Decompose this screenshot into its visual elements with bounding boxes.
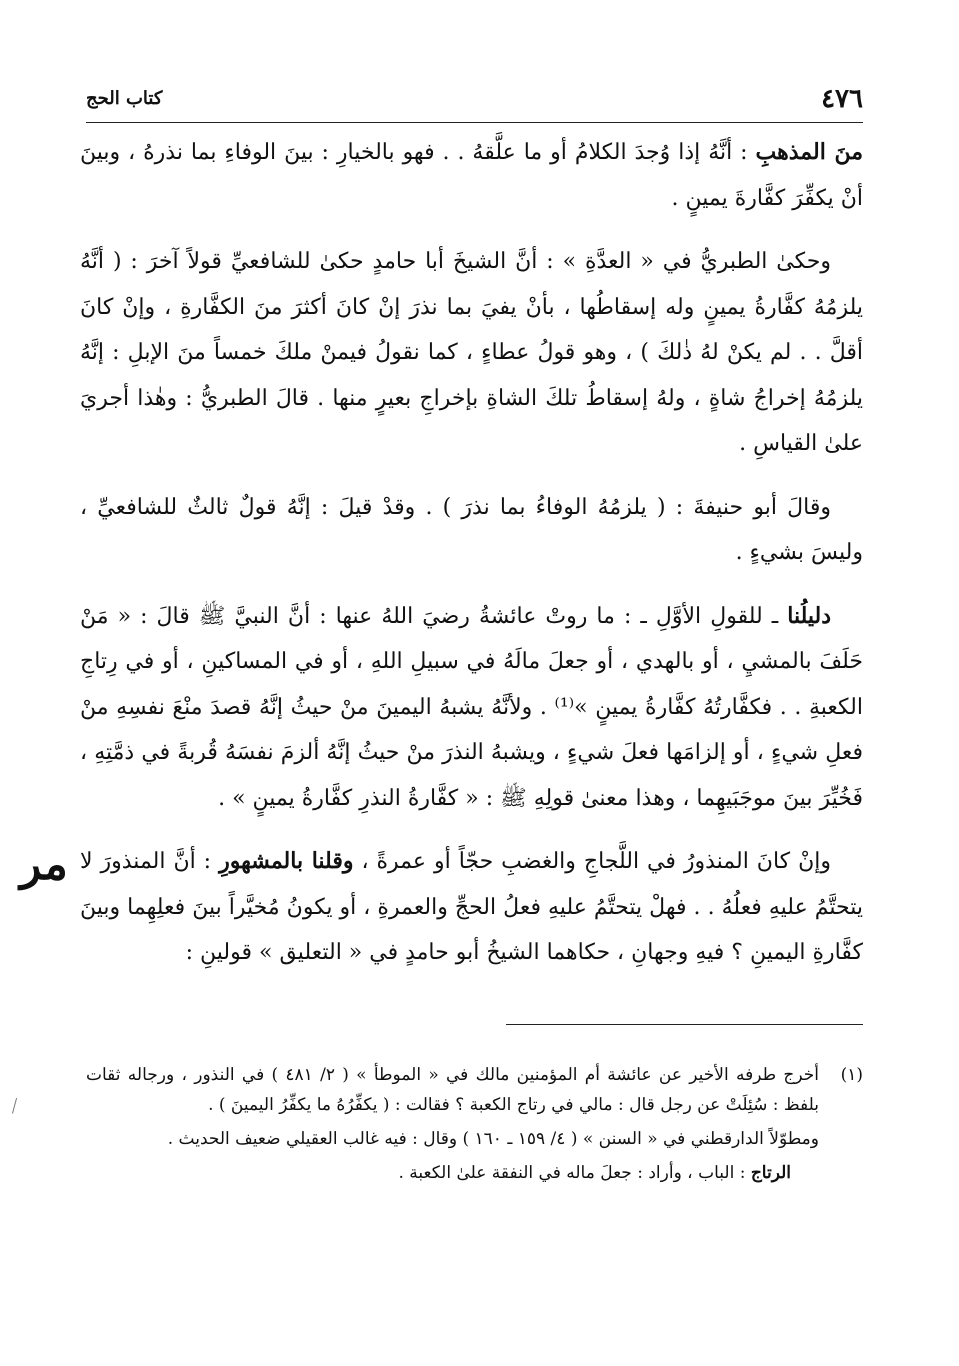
page-number: ٤٧٦ — [821, 84, 863, 114]
paragraph-5-bold: وقلنا بالمشهورِ — [219, 848, 354, 874]
margin-tick-mark — [12, 1098, 19, 1114]
paragraph-4-lead: دليلُنا — [787, 602, 831, 629]
running-title: كتاب الحج — [86, 88, 163, 109]
paragraph-3: وقالَ أبو حنيفةَ : ( يلزمُهُ الوفاءُ بما نذرَ ) . وقدْ قيلَ : إنَّهُ قولٌ ثالثٌ للشافعيِّ ، وليسَ بشيءٍ . — [80, 494, 863, 565]
main-text — [80, 130, 863, 994]
paragraph-2: وحكىٰ الطبريُّ في « العدَّةِ » : أنَّ الشيخَ أبا حامدٍ حكىٰ للشافعيِّ قولاً آخرَ : ( أنَّهُ يلزمُهُ كفَّارةُ يمينٍ وله إسقاطُها ، بأنْ يفيَ بما نذرَ إنْ كانَ أكثرَ منَ الكفَّارةِ ، وإنْ كانَ أقلَّ . . لم يكنْ لهُ ذٰلكَ ) ، وهو قولُ عطاءٍ ، كما نقولُ فيمنْ ملكَ خمساً منَ الإبلِ : إنَّهُ يلزمُهُ إخراجُ شاةٍ ، ولهُ إسقاطُ تلكَ الشاةِ بإخراجِ بعيرٍ منها . قالَ الطبريُّ : وهٰذا أجريَ علىٰ القياسِ . — [80, 249, 863, 456]
footnote-1-line-2: ومطوّلاً الدارقطني في « السنن » ( ٤/ ١٥٩ ـ ١٦٠ ) وقال : فيه غالب العقيلي ضعيف الحديث . — [167, 1129, 819, 1149]
paragraph-1-lead: منَ المذهبِ — [755, 139, 863, 165]
header-rule — [86, 122, 863, 123]
paragraph-5-pre: وإنْ كانَ المنذورُ في اللَّجاجِ والغضبِ حجّاً أو عمرةً ، — [353, 849, 831, 874]
footnote-gloss-text: : الباب ، وأراد : جعلَ ماله في النفقة علىٰ الكعبة . — [398, 1163, 751, 1183]
paragraph-4 — [80, 594, 863, 822]
paragraph-4-text: ـ للقولِ الأوَّلِ ـ : ما روتْ عائشةُ رضيَ اللهُ عنها : أنَّ النبيَّ ﷺ قالَ : « مَنْ حَلَفَ بالمشيِ ، أو بالهدي ، أو جعلَ مالَهُ في سبيلِ اللهِ ، أو في المساكينِ ، أو في رِتاجِ الكعبةِ . . فكفَّارتُهُ كفَّارةُ يمينٍ »⁽¹⁾ . ولأنَّهُ يشبهُ اليمينَ منْ حيثُ إنَّهُ قصدَ منْعَ نفسِهِ منْ فعلِ شيءٍ ، أو إلزامَها فعلَ شيءٍ ، ويشبهُ النذرَ منْ حيثُ إنَّهُ ألزمَ نفسَهُ قُربةً في ذمَّتِهِ ، فَخُيِّرَ بينَ موجَبَيهِما ، وهذا معنىٰ قولِهِ ﷺ : « كفَّارةُ النذرِ كفَّارةُ يمينٍ » . — [80, 603, 863, 811]
footnote-rule — [506, 1024, 863, 1025]
margin-mark: مر — [20, 839, 68, 890]
footnote-1-line-1: أخرج طرفه الأخير عن عائشة أم المؤمنين مالك في « الموطأ » ( ٢/ ٤٨١ ) في النذور ، ورجاله ثقات بلفظ : سُئِلَتْ عن رجل قال : مالي في رتاج الكعبة ؟ فقالت : ( يكفِّرُهُ ما يكفِّرُ اليمينَ ) . — [86, 1065, 819, 1115]
paragraph-1-text: : أنَّهُ إذا وُجدَ الكلامُ أو ما علَّقهُ . . فهو بالخيارِ : بينَ الوفاءِ بما نذرهُ ، وبينَ أنْ يكفِّرَ كفَّارةَ يمينٍ . — [80, 140, 863, 211]
paragraph-1 — [80, 130, 863, 221]
footnote-gloss-term: الرتاج — [750, 1163, 791, 1183]
footnote-1-number: (١) — [840, 1065, 863, 1085]
paragraph-5 — [80, 839, 863, 976]
page-header — [86, 82, 863, 116]
footnotes — [86, 1060, 863, 1192]
footnote-1 — [86, 1060, 863, 1154]
paragraph-5-post: : أنَّ المنذورَ لا يتحتَّمُ عليهِ فعلُهُ . . فهلْ يتحتَّمُ عليهِ فعلُ الحجِّ والعمرةِ ، أو يكونُ مُخيَّراً بينَ فعلِهِما وبينَ كفَّارةِ اليمينِ ؟ فيهِ وجهانِ ، حكاهما الشيخُ أبو حامدٍ في « التعليق » قولينِ : — [80, 849, 863, 965]
footnote-gloss — [86, 1158, 863, 1188]
